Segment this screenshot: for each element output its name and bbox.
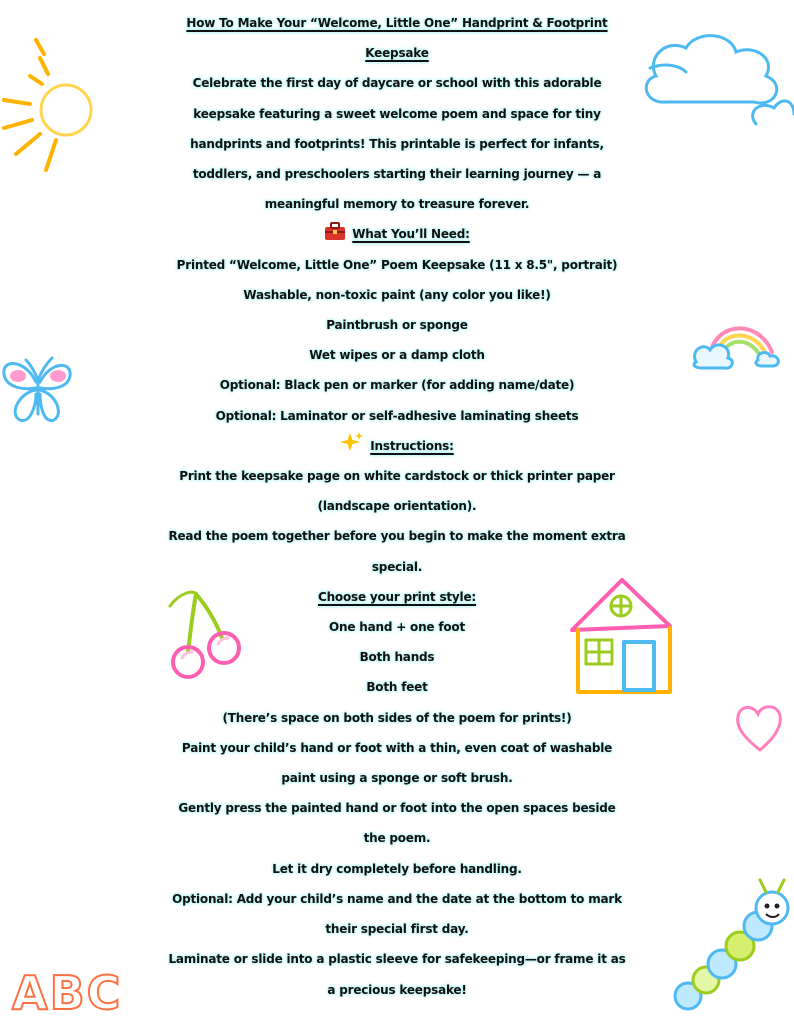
abc-doodle: ABC — [12, 966, 123, 1020]
instruction-line: paint using a sponge or soft brush. — [281, 771, 513, 786]
instruction-line: Let it dry completely before handling. — [272, 861, 522, 876]
instructions-heading-label: Instructions: — [370, 438, 454, 453]
instruction-line: Laminate or slide into a plastic sleeve for safekeeping—or frame it as — [168, 952, 626, 967]
instruction-line: their special first day. — [325, 922, 469, 937]
need-heading — [0, 219, 794, 249]
instruction-line: (There’s space on both sides of the poem for prints!) — [222, 710, 572, 725]
instruction-line: (landscape orientation). — [317, 499, 477, 514]
print-style-option: One hand + one foot — [329, 620, 465, 635]
need-item: Printed “Welcome, Little One” Poem Keepsake (11 x 8.5", portrait) — [176, 257, 618, 272]
need-item: Optional: Black pen or marker (for adding name/date) — [219, 378, 575, 393]
print-style-option: Both hands — [359, 650, 435, 665]
title-line-1: How To Make Your “Welcome, Little One” Handprint & Footprint — [186, 16, 608, 30]
keepsake-instructions — [0, 8, 794, 1005]
title-line-2: Keepsake — [365, 46, 429, 61]
instruction-line: Gently press the painted hand or foot into the open spaces beside — [178, 801, 616, 816]
need-heading-label: What You’ll Need: — [352, 227, 470, 242]
instruction-line: Optional: Add your child’s name and the date at the bottom to mark — [172, 891, 622, 906]
print-style-option: Both feet — [366, 680, 428, 695]
instruction-line: the poem. — [363, 831, 431, 846]
print-style-heading — [0, 582, 794, 612]
print-style-heading-label: Choose your print style: — [317, 589, 477, 604]
instruction-line: Read the poem together before you begin to make the moment extra — [168, 529, 626, 544]
intro-line: toddlers, and preschoolers starting their learning journey — a — [192, 167, 602, 182]
need-item: Wet wipes or a damp cloth — [309, 348, 485, 363]
intro-line: meaningful memory to treasure forever. — [264, 197, 530, 212]
need-item: Paintbrush or sponge — [326, 318, 468, 333]
need-item: Washable, non-toxic paint (any color you like!) — [243, 287, 551, 302]
sparkles-icon — [340, 431, 364, 453]
instruction-line: a precious keepsake! — [327, 982, 467, 997]
toolbox-icon — [324, 221, 346, 241]
need-item: Optional: Laminator or self-adhesive laminating sheets — [215, 408, 579, 423]
instruction-line: Paint your child’s hand or foot with a thin, even coat of washable — [181, 740, 613, 755]
intro-line: handprints and footprints! This printable is perfect for infants, — [190, 136, 604, 151]
instruction-line: special. — [371, 559, 423, 574]
intro-line: Celebrate the first day of daycare or school with this adorable — [192, 76, 602, 91]
instruction-line: Print the keepsake page on white cardstock or thick printer paper — [179, 469, 615, 484]
instructions-heading — [0, 431, 794, 461]
intro-line: keepsake featuring a sweet welcome poem and space for tiny — [193, 106, 601, 121]
